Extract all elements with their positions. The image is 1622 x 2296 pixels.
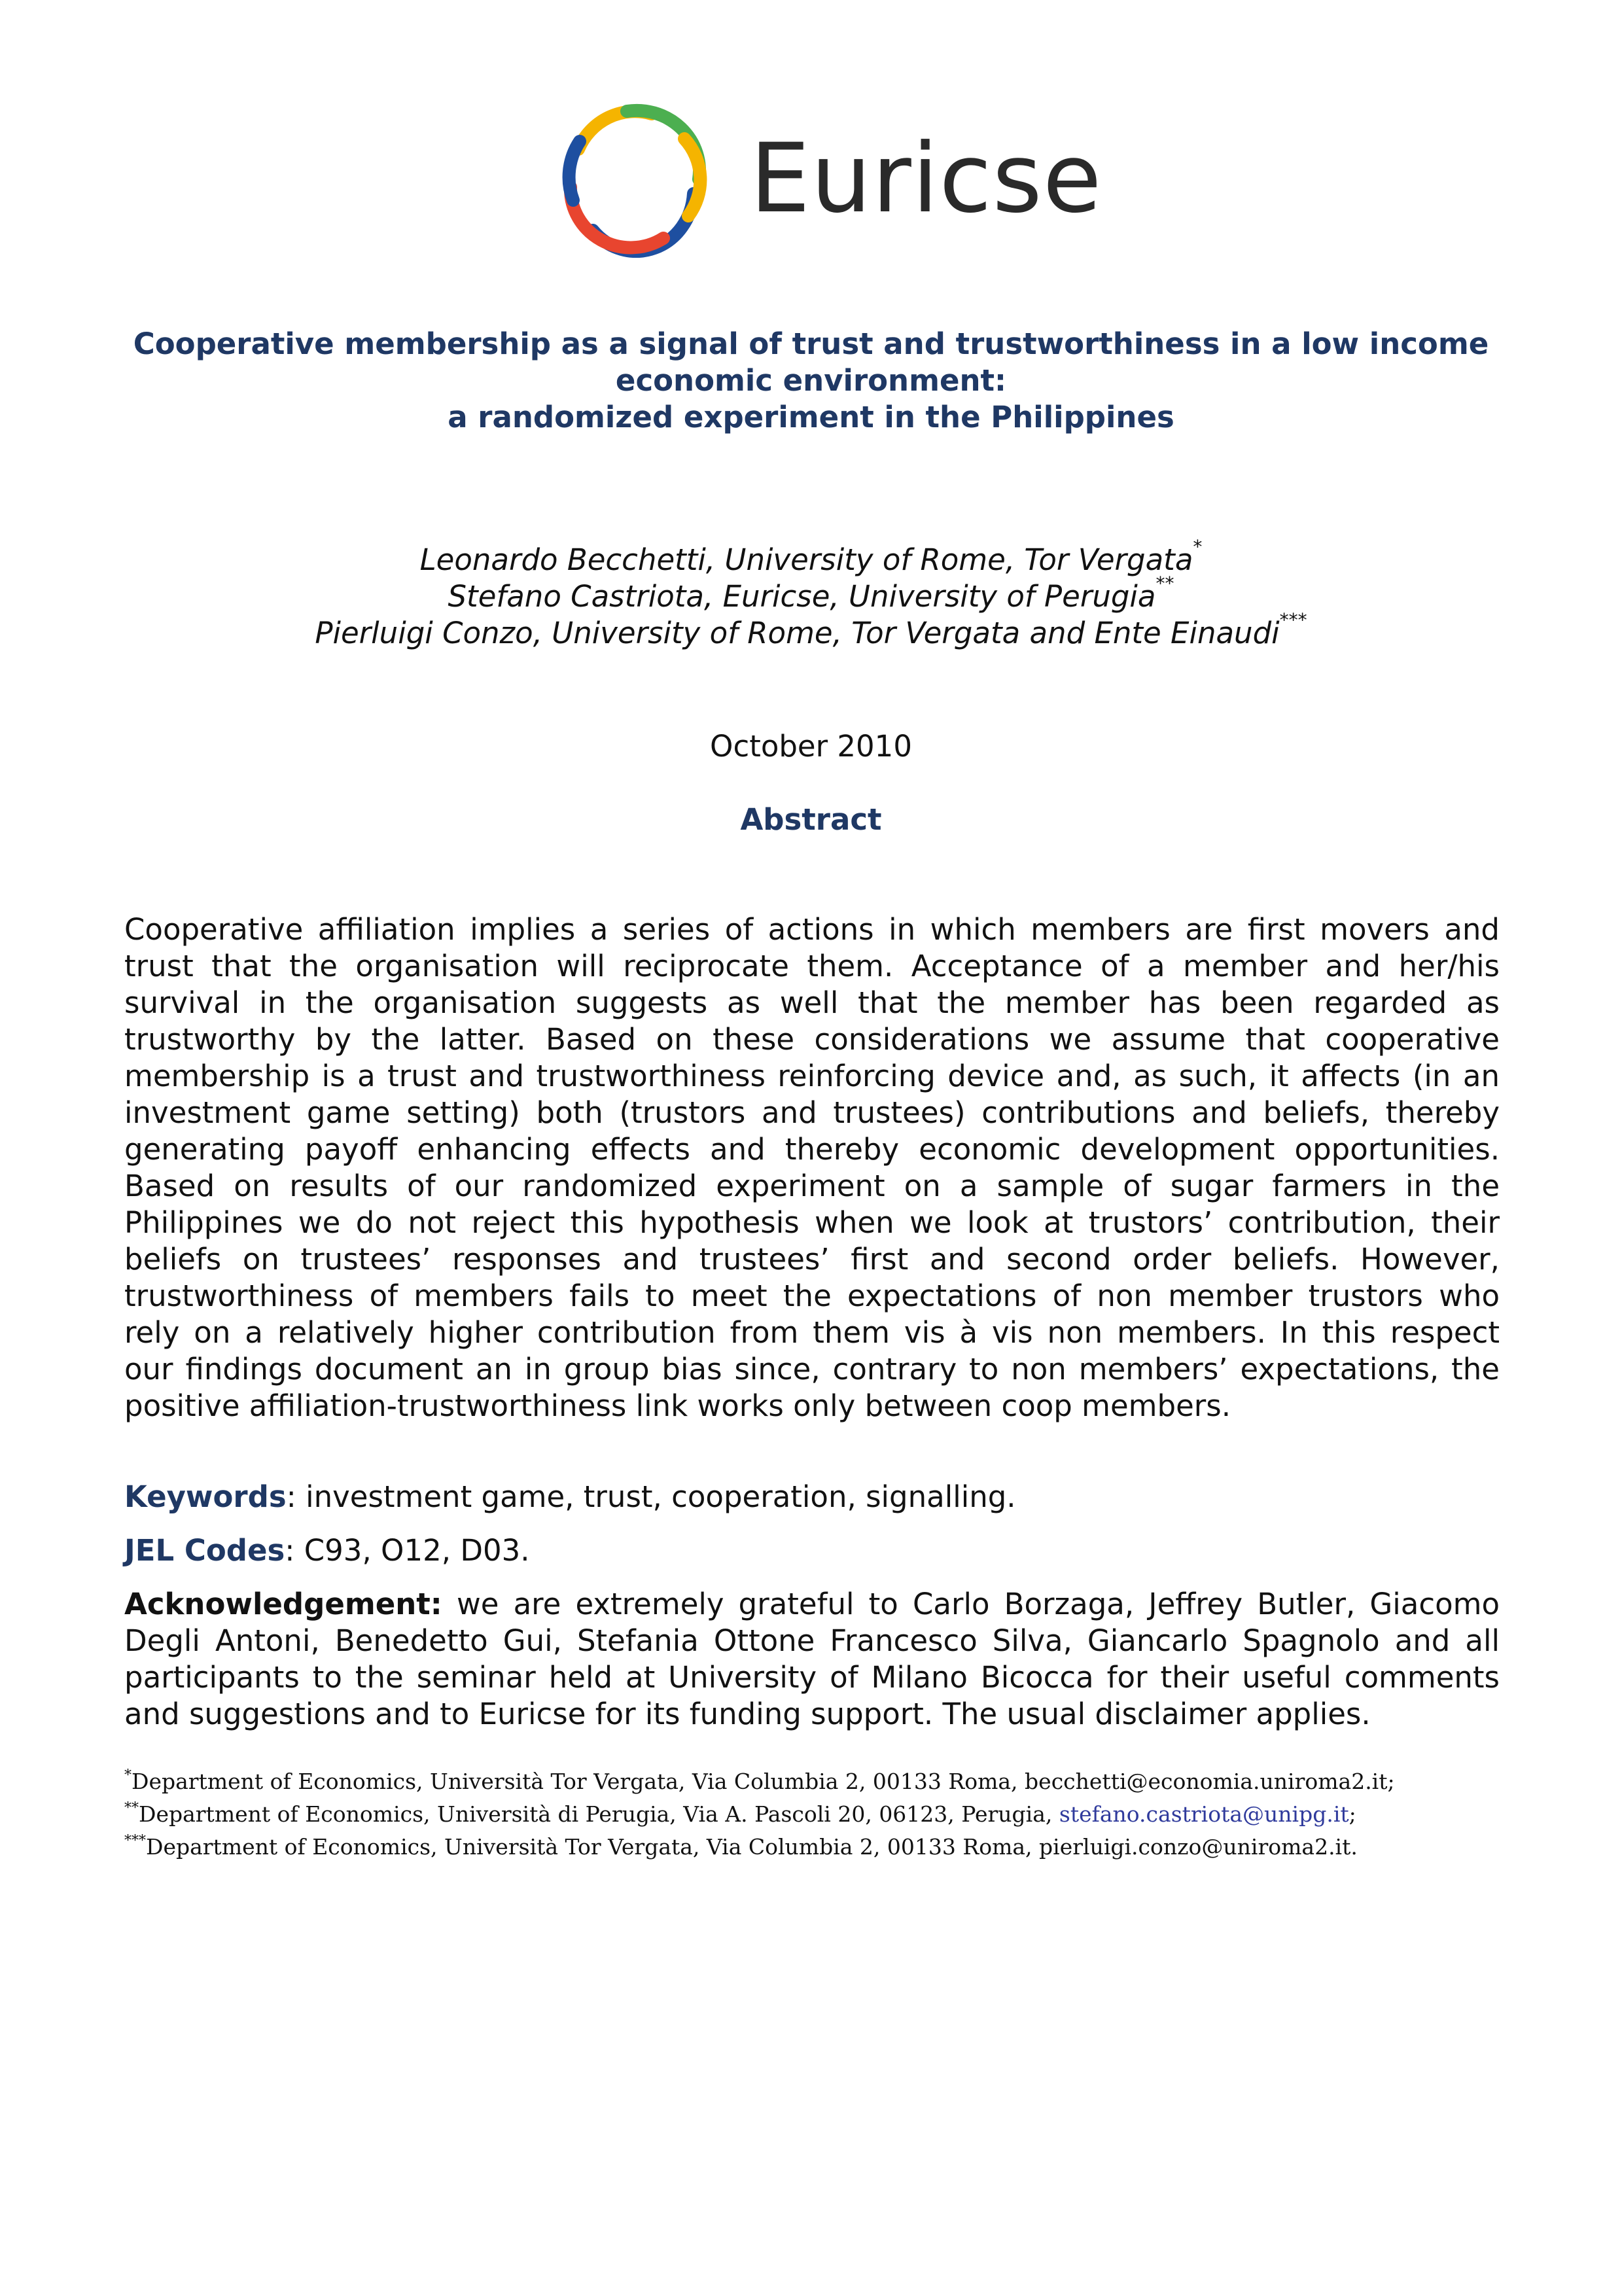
email-link[interactable]: stefano.castriota@unipg.it	[1059, 1801, 1349, 1827]
footnote-mark: **	[124, 1800, 139, 1816]
abstract-line: survival in the organisation suggests as well that the member has been regarded as	[124, 985, 1500, 1020]
abstract-line: positive affiliation-trustworthiness link works only between coop members.	[124, 1388, 1231, 1423]
author-line: Stefano Castriota, Euricse, University of Perugia**	[448, 573, 1174, 614]
footnote-mark: ***	[124, 1833, 146, 1849]
ack-label: Acknowledgement:	[124, 1587, 442, 1621]
keywords-label: Keywords	[124, 1479, 287, 1514]
ack-line: Degli Antoni, Benedetto Gui, Stefania Ottone Francesco Silva, Giancarlo Spagnolo and all	[124, 1623, 1500, 1658]
abstract-line: trustworthy by the latter. Based on these considerations we assume that cooperative	[124, 1022, 1500, 1057]
ack-line: participants to the seminar held at University of Milano Bicocca for their useful comments	[124, 1660, 1500, 1695]
title-line: Cooperative membership as a signal of trust and trustworthiness in a low income	[133, 327, 1489, 361]
abstract-line: beliefs on trustees’ responses and trustees’ first and second order beliefs. However,	[124, 1242, 1500, 1277]
euricse-ring-icon	[554, 96, 711, 258]
abstract-line: investment game setting) both (trustors and trustees) contributions and beliefs, thereby	[124, 1095, 1500, 1130]
footnote: ***Department of Economics, Università Tor Vergata, Via Columbia 2, 00133 Roma, pierluigi.conzo@uniroma2.it.	[124, 1833, 1358, 1860]
abstract-line: Philippines we do not reject this hypothesis when we look at trustors’ contribution, their	[124, 1205, 1500, 1240]
ack-line: Acknowledgement: we are extremely grateful to Carlo Borzaga, Jeffrey Butler, Giacomo	[124, 1587, 1500, 1621]
publication-date: October 2010	[710, 729, 912, 764]
jel-label: JEL Codes	[124, 1533, 285, 1568]
abstract-body	[124, 911, 1500, 1424]
author-line: Pierluigi Conzo, University of Rome, Tor Vergata and Ente Einaudi***	[315, 609, 1307, 650]
euricse-logo	[554, 96, 1102, 259]
abstract-line: our findings document an in group bias since, contrary to non members’ expectations, the	[124, 1352, 1500, 1386]
keywords-text: investment game, trust, cooperation, signalling.	[296, 1479, 1016, 1514]
abstract-line: trustworthiness of members fails to meet the expectations of non member trustors who	[124, 1279, 1500, 1313]
abstract-line: Cooperative affiliation implies a series of actions in which members are first movers and	[124, 912, 1500, 947]
paper-title	[98, 326, 1524, 436]
footnote: *Department of Economics, Università Tor Vergata, Via Columbia 2, 00133 Roma, becchetti@economia.uniroma2.it;	[124, 1767, 1395, 1794]
footnote-mark: *	[124, 1767, 132, 1784]
jel-text: C93, O12, D03.	[294, 1533, 530, 1568]
footnote: **Department of Economics, Università di Perugia, Via A. Pascoli 20, 06123, Perugia, stefano.castriota@unipg.it;	[124, 1800, 1356, 1827]
abstract-line: trust that the organisation will reciprocate them. Acceptance of a member and her/his	[124, 949, 1500, 983]
abstract-line: Based on results of our randomized experiment on a sample of sugar farmers in the	[124, 1169, 1500, 1203]
abstract-heading: Abstract	[740, 802, 882, 837]
author-line: Leonardo Becchetti, University of Rome, Tor Vergata*	[419, 536, 1203, 577]
author-list	[98, 536, 1524, 652]
footnote-mark: *	[1193, 536, 1203, 557]
footnote-mark: **	[1155, 573, 1174, 594]
footnotes	[124, 1765, 1511, 1863]
footnote-mark: ***	[1279, 609, 1307, 631]
abstract-line: rely on a relatively higher contribution from them vis à vis non members. In this respect	[124, 1315, 1500, 1350]
acknowledgement	[124, 1586, 1500, 1733]
title-line: economic environment:	[615, 363, 1007, 398]
abstract-line: membership is a trust and trustworthiness reinforcing device and, as such, it affects (in an	[124, 1059, 1500, 1093]
title-line: a randomized experiment in the Philippines	[448, 400, 1174, 434]
euricse-wordmark: Euricse	[750, 123, 1102, 234]
abstract-line: generating payoff enhancing effects and thereby economic development opportunities.	[124, 1132, 1500, 1167]
ack-line: and suggestions and to Euricse for its funding support. The usual disclaimer applies.	[124, 1697, 1371, 1731]
keywords: Keywords: investment game, trust, cooperation, signalling.	[124, 1479, 1016, 1514]
jel-codes: JEL Codes: C93, O12, D03.	[124, 1533, 530, 1568]
